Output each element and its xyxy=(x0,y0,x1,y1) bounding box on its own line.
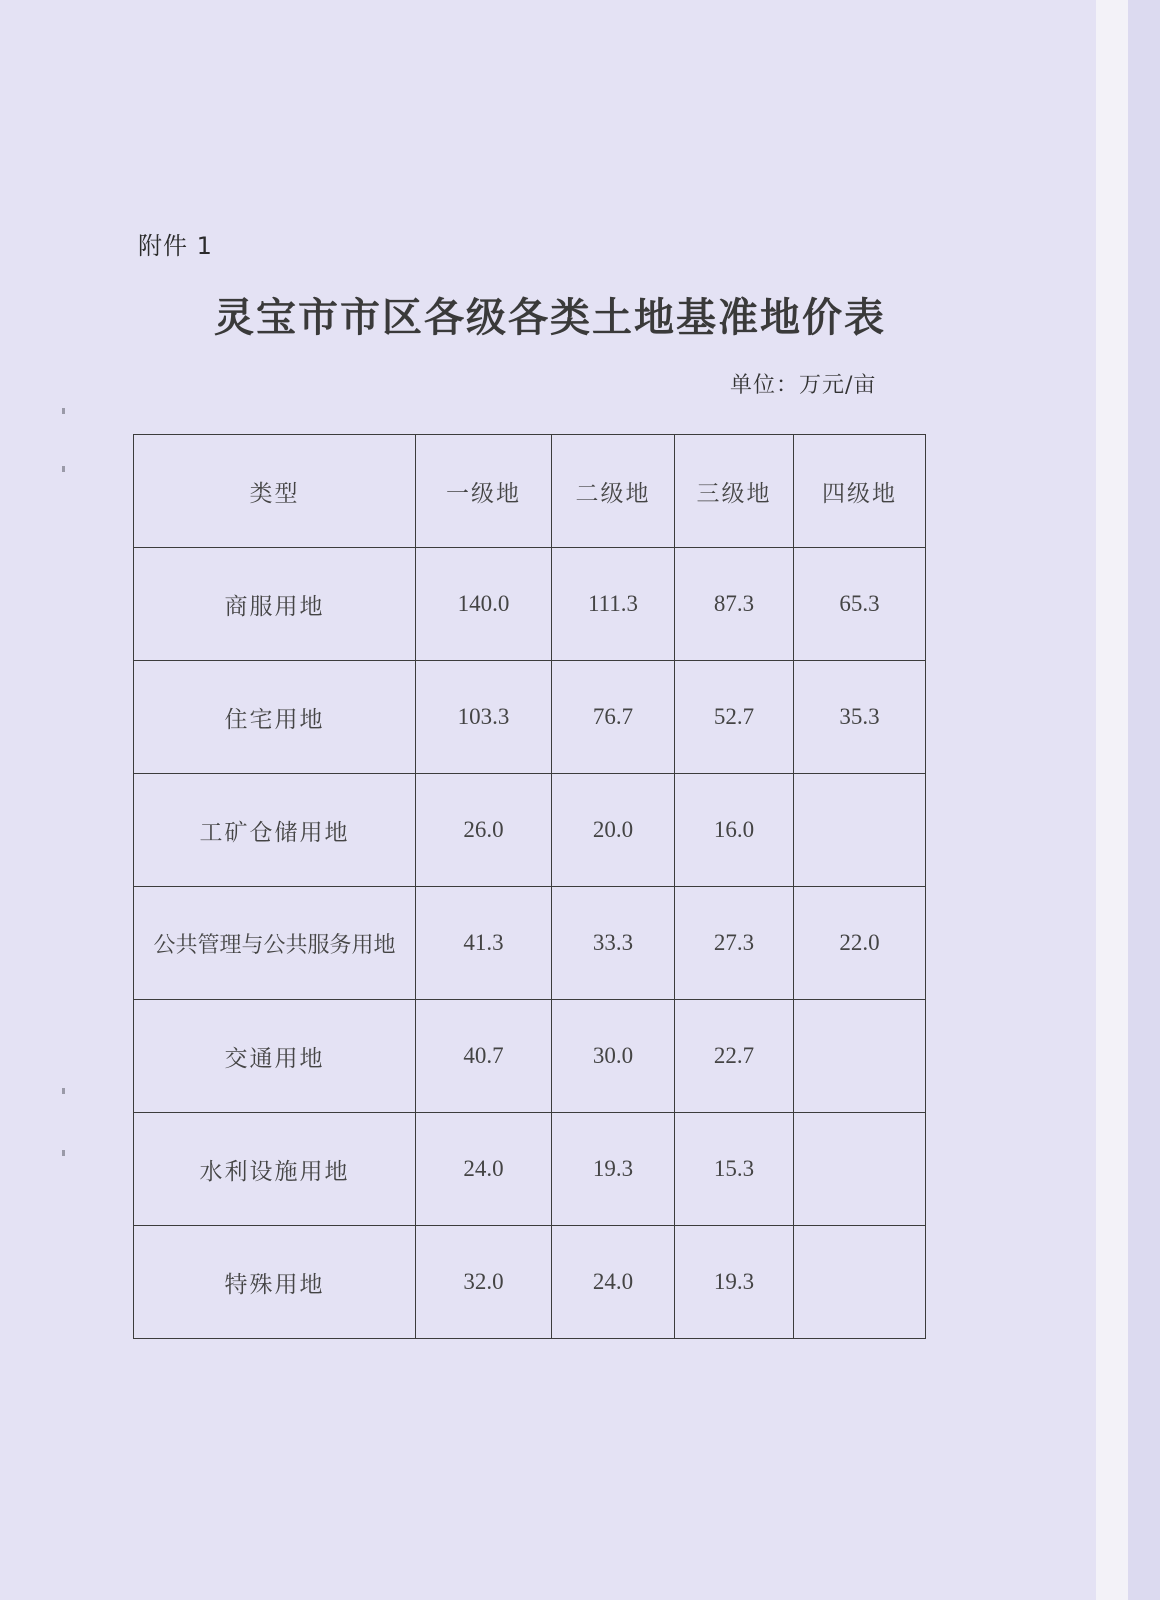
price-cell: 15.3 xyxy=(675,1113,794,1226)
table-row xyxy=(134,1226,926,1339)
price-cell xyxy=(794,1000,926,1113)
page-title: 灵宝市市区各级各类土地基准地价表 xyxy=(214,294,886,341)
scan-speck xyxy=(62,466,65,472)
table-row xyxy=(134,661,926,774)
price-cell: 24.0 xyxy=(416,1113,552,1226)
scan-speck xyxy=(62,1150,65,1156)
table-row xyxy=(134,887,926,1000)
price-cell: 65.3 xyxy=(794,548,926,661)
price-cell: 26.0 xyxy=(416,774,552,887)
scan-speck xyxy=(62,408,65,414)
row-type-cell: 水利设施用地 xyxy=(134,1113,416,1226)
row-type-cell: 公共管理与公共服务用地 xyxy=(134,887,416,1000)
price-cell: 140.0 xyxy=(416,548,552,661)
price-cell: 22.0 xyxy=(794,887,926,1000)
page-edge xyxy=(1096,0,1128,1600)
row-type-cell: 商服用地 xyxy=(134,548,416,661)
land-price-table xyxy=(133,434,926,1339)
price-cell: 33.3 xyxy=(552,887,675,1000)
price-cell: 40.7 xyxy=(416,1000,552,1113)
price-cell: 30.0 xyxy=(552,1000,675,1113)
price-cell: 19.3 xyxy=(675,1226,794,1339)
price-cell: 32.0 xyxy=(416,1226,552,1339)
price-cell: 27.3 xyxy=(675,887,794,1000)
row-type-cell: 住宅用地 xyxy=(134,661,416,774)
header-cell-grade-1: 一级地 xyxy=(416,435,552,548)
price-cell: 20.0 xyxy=(552,774,675,887)
price-cell: 41.3 xyxy=(416,887,552,1000)
price-cell: 35.3 xyxy=(794,661,926,774)
row-type-cell: 交通用地 xyxy=(134,1000,416,1113)
header-cell-grade-3: 三级地 xyxy=(675,435,794,548)
row-type-cell: 工矿仓储用地 xyxy=(134,774,416,887)
attachment-label: 附件 1 xyxy=(138,232,213,260)
price-cell xyxy=(794,1113,926,1226)
price-cell xyxy=(794,774,926,887)
price-cell: 111.3 xyxy=(552,548,675,661)
price-cell: 22.7 xyxy=(675,1000,794,1113)
table-row xyxy=(134,548,926,661)
table-row xyxy=(134,1113,926,1226)
price-cell: 16.0 xyxy=(675,774,794,887)
unit-label: 单位：万元/亩 xyxy=(730,373,877,398)
price-cell: 52.7 xyxy=(675,661,794,774)
header-cell-grade-2: 二级地 xyxy=(552,435,675,548)
price-cell: 24.0 xyxy=(552,1226,675,1339)
price-cell xyxy=(794,1226,926,1339)
row-type-cell: 特殊用地 xyxy=(134,1226,416,1339)
table-row xyxy=(134,1000,926,1113)
table-row xyxy=(134,774,926,887)
price-cell: 19.3 xyxy=(552,1113,675,1226)
header-cell-grade-4: 四级地 xyxy=(794,435,926,548)
price-cell: 103.3 xyxy=(416,661,552,774)
price-cell: 87.3 xyxy=(675,548,794,661)
scan-speck xyxy=(62,1088,65,1094)
price-cell: 76.7 xyxy=(552,661,675,774)
header-cell-type: 类型 xyxy=(134,435,416,548)
table-header-row xyxy=(134,435,926,548)
